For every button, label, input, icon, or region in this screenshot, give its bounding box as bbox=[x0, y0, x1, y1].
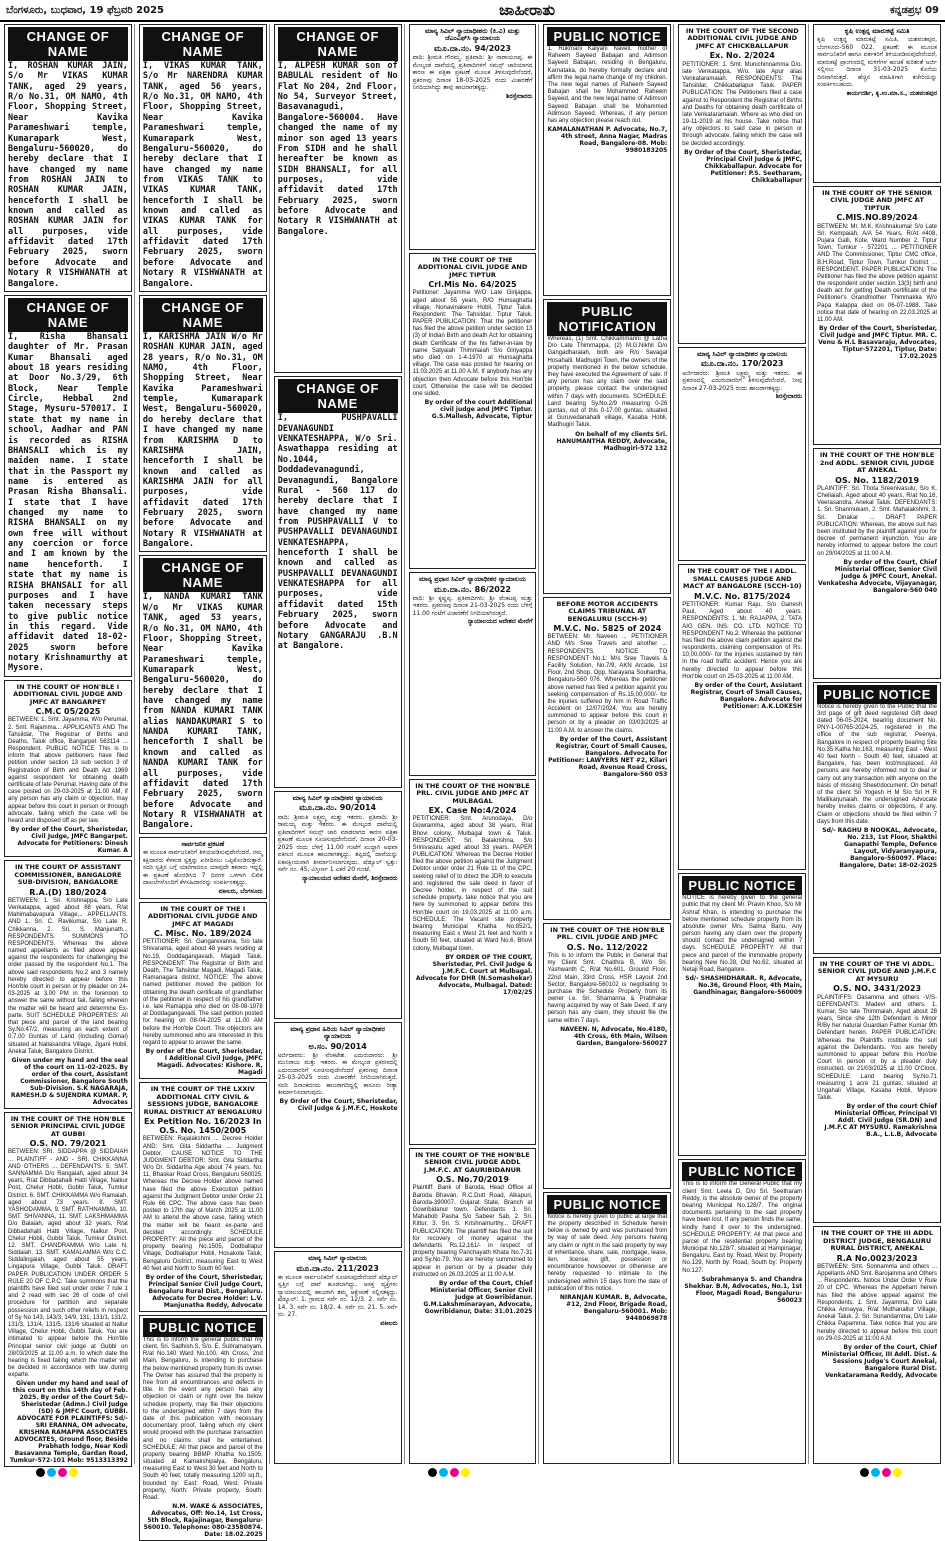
notice-body: I, VIKAS KUMAR TANK, S/o Mr NARENDRA KUMAR TANK, aged 56 years, R/o No.31, OM NAMO, 4th Floor, Shopping Street, Near Kavika Parameshwari temple, Kumarapark West, Bengaluru-560020, do hereby declare that I have changed my name from VIKAS TANK to VIKAS KUMAR TANK, henceforth I shall be known and called as VIKAS KUMAR TANK for all purposes, vide affidavit dated 17th February 2025, sworn before Advocate and Notary R VISHWANATH at Bangalore. bbox=[142, 61, 263, 289]
notice-cn bbox=[139, 24, 267, 292]
case-number: O.S. NO. 3431/2023 bbox=[833, 984, 922, 994]
registration-marks-center bbox=[428, 1468, 470, 1477]
column-3 bbox=[272, 24, 405, 1464]
case-number: O.S. No.70/2019 bbox=[436, 1175, 509, 1185]
notice-body: This is to inform the Public in General that my Client Smt. Chaithra B, W/o Sri. Yashwanth C, R/at No.601, Ground Floor, 22nd Main, 33rd Cross, HSR Layout 2nd Sector, Bangalore-560102 is negotiating to purchase the Schedule Property from its owner i.e. Sri. Shamanna & Prabhakar having acquired by way of Sale Deed. If any person has any claim, they should file the same within 7 days. bbox=[547, 952, 668, 1024]
notice-title: IN THE COURT OF THE III ADDL DISTRICT JUDGE, BENGALURU RURAL DISTRICT, ANEKAL bbox=[821, 1229, 934, 1253]
notice-body: I, PUSHPAVALLI DEVANAGUNDI VENKATESHAPPA, W/o Sri. Aswathappa residing at No.1044, Doddadevanagundi, Devanagundi, Bangalore Rural - 560 117 do hereby declare that I have changed my name from PUSHPAVALLI V to PUSHPAVALLI DEVANAGUNDI VENKATESHAPPA, henceforth I shall be known and called as PUSHPAVALLI DEVANAGUNDI VENKATESHAPPA for all purposes, vide affidavit dated 15th February 2025, sworn before Advocate and Notary GANGARAJU .B.N at Bangalore. bbox=[277, 413, 398, 652]
notice-body: PETITIONER: Kumar Raju, S/o Ganesh Paul, Aged about 40 years. RESPONDENTS: 1. Mr. RAJAPPA, 2. TATA AIG GEN. INS. CO. LTD. NOTICE TO RESPONDENT No.2. Whereas the petitioner has filed the above claim petition against the respondents, claiming compensation of Rs. 10,00,000/- for the injuries sustained by him in the road traffic accident. Hence you are hereby directed to appear before this Hon'ble court on 25-03-2025 at 11:00 AM. bbox=[682, 601, 803, 680]
notice-cn bbox=[4, 24, 132, 292]
notice-ct bbox=[409, 253, 537, 570]
notice-signature: ನ್ಯಾಯಾಲಯದ ಆದೇಶದ ಮೇರೆಗೆ, ಶಿರಸ್ತೇದಾರರು bbox=[302, 874, 398, 882]
notice-signature: Subrahmanya S. and Chandra Shekhar. B.N, Advocates, No.1, 1st Floor, Magadi Road, Bengaluru-560023 bbox=[684, 1275, 803, 1304]
notice-kn bbox=[274, 1022, 402, 1248]
column-5 bbox=[541, 24, 674, 1464]
notice-signature: By order of the Court, Chief Ministerial Officer, Senior Civil Judge at Gowribidanur. G.M.Lakshminarayan, Advocate, Gowribidanur, Date: 31.01.2025 bbox=[423, 1279, 533, 1315]
notice-body: This is to inform the General Public that my client Smt. Leela D, D/o Sri. Seetharam Reddy, is the absolute owner of the property bearing Municipal No.128/7. The original documents pertaining to the said property have been lost. If any person finds the same, kindly hand it over to the undersigned. SCHEDULE PROPERTY: All that piece and parcel of the residential property bearing Municipal No.128/7, situated at Hampinagar, Bengaluru. East by: Road, West by: Property No.129, North by: Road, South by: Property No.127. bbox=[682, 1181, 803, 1274]
notice-signature: By order of the Court, Assistant Registrar, Court of Small Causes, Bangalore. Advocate for Petitioner: A.K.LOKESH bbox=[690, 682, 803, 710]
notice-title: IN THE COURT OF THE HON'BLE PRL. CIVIL JUDGE AND JMFC bbox=[550, 925, 665, 942]
notice-body: Notice is hereby given to the Public that the 3rd page of gift deed registered Gift deed dated 06-05-2024, bearing document No. PNY-1-00765-2024-25, registered in the office of the sub registrar, Peenya, Bangalore in respect of property bearing Site No.35 Katha No.163, measuring East - West 40 feet North - South 40 feet, situated at Bangalore, has been lost/misplaced. All persons are hereby informed not to deal or carry out any transaction with anyone on the basis of missing Sheet/document. On behalf of the client Sri Yogesh H M S/o Sri H R Mallikarjunaiah, the undersigned Advocate hereby invites claims or objections, if any. Claim or objections should be filed within 7 days from this date. bbox=[817, 703, 938, 825]
notice-kn bbox=[813, 24, 941, 183]
case-number: EX. Case No:4/2024 bbox=[428, 805, 517, 815]
notice-signature: ಶಿರಸ್ತೇದಾರರು bbox=[775, 393, 803, 401]
notice-signature: By Order of the Court, Sheristedar, Civil Judge and JMFC Tiptur. MR. C. Venu & H.L Basavaraju, Advocates, Tiptur-572201, Tiptur, Date: 17.02.2025 bbox=[818, 325, 938, 361]
notice-signature: N.M. WAKE & ASSOCIATES, Advocates, Off: No.14, 1st Cross, 5th Block, Rajajinagar, Bengaluru-560010. Telephone: 080-23580874. Date: 18.02.2025 bbox=[143, 1503, 263, 1539]
notice-title: IN THE COURT OF THE SENIOR CIVIL JUDGE AND JMFC AT TIPTUR bbox=[822, 188, 933, 212]
notice-body: I, NANDA KUMARI TANK W/o Mr VIKAS KUMAR TANK, aged 53 years, R/o No.31, OM NAMO, 4th Floor, Shopping Street, Near Kavika Parameshwari temple, Kumarapark West, Bengaluru-560020, do hereby declare that I have changed my name from NANDA KUMARI TANK alias NANDAKUMARI S to NANDA KUMARI TANK, henceforth I shall be known and called as NANDA KUMARI TANK for all purposes, vide affidavit dated 17th February 2025, sworn before Advocate and Notary R VISHWANATH at Bangalore. bbox=[142, 592, 263, 831]
notice-title: IN THE COURT OF THE LXXIV ADDITIONAL CITY CIVIL & SESSIONS JUDGE, BANGALORE RURAL DISTRICT AT BENGALURU bbox=[143, 1085, 263, 1116]
notice-body: Whereas, (1) Smt. Chikkammanni @ Latha D/o Late Thimmappa, (2) M.G.Nikhil D/o Gangadharaiah, both are R/o Savagal Hosahalli, Madhugiri Town, the owners of the property mentioned in the below schedule, they have executed the Agreement of sale. If any person has any claim over the said property, please contact the undersigned within 7 days with documents. SCHEDULE: Land bearing Sy.No.2/9 measuring 0-26 guntas, out of this 0-17.00 guntas, situated at Guruvedanahalli village, Kasaba Hobli, Madhugiri Taluk. bbox=[547, 336, 668, 429]
case-number: C.M.C 05/2025 bbox=[35, 707, 101, 717]
notice-ct bbox=[813, 186, 941, 445]
notice-signature: Given under my hand and the seal of the court on 11-02-2025. By order of the court, Assistant Commissioner, Bangalore South Sub-Division. S.K NAGARAJA, RAMESH.D & SUJENDRA KUMAR. P, Advocates bbox=[10, 1056, 128, 1106]
notice-title: IN THE COURT OF THE HON'BLE SENIOR PRINCIPAL CIVIL JUDGE AT GUBBI bbox=[10, 1114, 126, 1138]
notice-kn bbox=[139, 837, 267, 899]
notice-body: Plaintiff: Bank of Baroda, Head Office at Baroda Bhavan, R.C.Dutt Road, Alkapuri, Baroda-390007, Gujarat State, Branch at Gowribidanur town. Defendants: 1. Sri. Mahabob Pasha S/o Sabeer Sab, 2. Sri. Kittur, 3. Sri. S. Krishnamurthy... DRAFT PUBLICATION: The plaintiff has filed the suit for recovery of money against the defendants Rs.12,161/- in respect of property bearing Panchayath Khata No.7-31 and Sy.No.79. You are hereby summoned to appear in person or by a pleader duly instructed on 26.03.2025 at 11:00 A.M. bbox=[412, 1185, 533, 1278]
notice-ct bbox=[813, 1226, 941, 1464]
case-number: C.MIS.NO.89/2024 bbox=[836, 213, 918, 223]
notice-title: CHANGE OF NAME bbox=[278, 27, 398, 61]
notice-pn bbox=[543, 1192, 671, 1464]
notice-ct bbox=[139, 902, 267, 1079]
notice-body: BETWEEN: SRI. SIDDAPPA @ SIDDAIAH ... PLAINTIFF - AND - SRI. CHIKKANNA AND OTHERS ... DEFENDANTS. 5. SMT. SANNAMMA D/o Rangaiah, aged about 34 years, R/at Dibbadahalli Hatti Village, Nalkur Post, Chelur Hobli, Gubbi Taluk, Tumkur District. 6. SMT. CHIKKAMMA W/o Ramaiah, aged about 73 years. 8. SMT. YASHODAMMA, 9. SMT. RATHNAMMA, 10. SMT. SHIVANNA, 11. SMT. LAKSHMAMMA D/o Balaiah, aged about 32 years, R/at Dibbadahalli Hatti Village, Nalkur Post, Chelur Hobli, Gubbi Taluk, Tumkur District. 12. SMT. CHANDRAMMA W/o Late N. Siddaiah. 13. SMT. KAMALAMMA W/o C.C. Siddalingaiah, aged about 55 years, Lingapura Village, Gubbi Taluk. DRAFT PAPER PUBLICATION UNDER ORDER 5 RULE 20 OF C.P.C. Take summons that the plaintiffs have filed suit under order 7 rule 1 and 2 read with sec 26 of code of civil procedure for partition and separate possession and such other reliefs in respect of Sy No 143, 143/3, 14/9, 131, 131/1, 131/2, 131/3, 131/4, 131/5, 131/6 situated at Nallur Village, Chelur Hobli, Gubbi Taluk. You are intimated to appear before the Hon'ble Principal senior civil judge at Gubbi on 28/03/2025 at 11.00 a.m. to which date the hearing is fixed failing which the matter will be decided in accordance with law during exparte. bbox=[8, 1149, 128, 1379]
notice-title: CHANGE OF NAME bbox=[143, 558, 263, 592]
notice-body: PETITIONER: Smt. Arunodaya, D/o Gowramma, aged about 38 years, R/at Bhovi colony, Mulbagal town & Taluk. RESPONDENT: Sri. Balakrishna, S/o Srinivasulu, aged about 33 years. PAPER PUBLICATION: Whereas the Decree Holder filed the above petition against the Judgment Debtor under order 21 Rule 11 of the CPC, seeking relief of to direct the JDR to execute and registered the sale deed in favor of Decree holder, in respect of the suit schedule property, take notice that you are here by summoned to appear before this Hon'ble court on 19.03.2025 at 11:00 a.m. SCHEDULE: The Vacant site property bearing Municipal Khatha No.852/1, measuring East x West 21 feet and North x South 50 feet, situated at Ward No.6, Bhovi colony, Mulbagal town. bbox=[412, 816, 533, 952]
notice-body: I, ALPESH KUMAR son of BABULAL resident of No Flat No 204, 2nd Floor, No 54, Surveyor Street, Basavanagudi, Bangalore-560004. Have changed the name of my minor son aged 13 years From SIDH and he shall hereafter be known as SIDH BHANSALI, for all purposes, vide affidavit dated 17th February 2025, sworn before Advocate and Notary R VISHWANATH at Bangalore. bbox=[277, 61, 398, 237]
notice-ct bbox=[139, 1082, 267, 1312]
notice-title: PUBLIC NOTICE bbox=[817, 685, 937, 704]
notice-title: ಕೃಷಿ ಉತ್ಪನ್ನ ಮಾರುಕಟ್ಟೆ ಸಮಿತಿ bbox=[844, 27, 910, 35]
notice-body: NOTICE is hereby given to the general public that my client Mr. Pravin Khoo, S/o Mr Ashraf Khan, is intending to purchase the below mentioned schedule property from its absolute owner Mrs. Salma Banu. Any person having any claim over the property should contact the undersigned within 7 days. SCHEDULE PROPERTY: All that piece and parcel of the immovable property bearing New No.28, Old No.62, situated at Netaji Road, Bangalore. bbox=[682, 895, 803, 974]
notice-signature: ಕಾರ್ಯದರ್ಶಿ, ಕೃ.ಉ.ಮಾ.ಸ., ಯಶವಂತಪುರ bbox=[846, 89, 938, 97]
notice-title: ಸಾರ್ವಜನಿಕ ಪ್ರಕಟಣೆ bbox=[181, 839, 225, 848]
notice-body: PETITIONER: Sri. Gangarevanna, S/o late Shivarama, aged about 48 years residing at No.19, Doddagangavadi, Magadi Taluk. RESPONDENT: The Registrar of Birth and Death, The Tahsildar Magadi, Magadi Taluk, Ramanagara district. NOTICE: The above named petitioner moved the petition for obtaining the death certificate of grandfather of the petitioner in respect of his grandfather i.e. late Ramappa who died on 08-08-1978 at Doddagangavadi. The said petition posted for hearing on 08-04-2025 at 11.00 AM before the Hon'ble Court. The objectors are hereby summoned who are interested in this regard to appear to answer the same. bbox=[142, 939, 263, 1046]
notice-ct bbox=[543, 597, 671, 920]
case-number: ಮೂ.ದಾ.ನಂ. 90/2014 bbox=[299, 803, 377, 813]
notice-signature: ನ್ಯಾಯಾಲಯದ ಆದೇಶದ ಮೇರೆಗೆ bbox=[467, 618, 533, 626]
notice-pn bbox=[678, 1159, 806, 1464]
notice-signature: Sd/- RAGHU B NOOKAL, Advocate, No. 213, 1st Floor, Shakthi Ganapathi Temple, Defence Layout, Vidyaranyapura, Bangalore-560097. Place: Bangalore, Date: 18-02-2025 bbox=[822, 826, 938, 869]
notice-pn bbox=[543, 24, 671, 296]
case-number: ಮೂ.ದಾ.ನಂ. 170/2023 bbox=[700, 359, 784, 369]
notice-ct bbox=[813, 448, 941, 678]
case-number: ಮೂ.ದಾ.ನಂ. 86/2022 bbox=[434, 584, 511, 594]
notice-title: ಮಾನ್ಯ ಸಿವಿಲ್ ನ್ಯಾಯಾಲಯ bbox=[308, 1254, 367, 1263]
case-number: O.S. NO. 79/2021 bbox=[29, 1139, 107, 1149]
column-7 bbox=[811, 24, 943, 1464]
notice-body: PLAINTIFFS: Dasamma and others -V/S- DEFENDANTS: Madevi and others. 1. Kumar, S/o late Thimmaiah, Aged about 28 years, Since she 12th Defendant is Minor R/By her natural Guardian Father Kumar 9th Defendant herein. PAPER PUBLICATION: Whereas the Plaintiffs institute the suit against the Defendants. You are hereby summoned to appear before this Hon'ble Court in person or by a pleader duly instructed, on 21/03/2025 at 11.00 O'Clock. SCHEDULE: Land bearing Sy.No.71 measuring 1 acre 21 guntas, situated at Ungahali Village, Kasaba Hobli, Mysore Taluk. bbox=[817, 994, 938, 1102]
case-number: ಅ.ಸಂ. 90/2014 bbox=[308, 1041, 367, 1051]
case-number: M.V.C. No. 5825 of 2024 bbox=[553, 624, 662, 633]
notice-body: ಕೃಷಿ ಉತ್ಪನ್ನ ಮಾರುಕಟ್ಟೆ ಸಮಿತಿ, ಯಶವಂತಪುರ, ಬೆಂಗಳೂರು-560 022. ಪ್ರಕಟಣೆ: ಈ ಮೂಲಕ ಸಾರ್ವಜನಿಕರಿಗೆ ಹಾಗೂ ವರ್ತಕರಿಗೆ ತಿಳಿಯಪಡಿಸುವುದೇನೆಂದರೆ, ಮಾರುಕಟ್ಟೆ ಪ್ರಾಂಗಣದಲ್ಲಿ ಮಳಿಗೆಗಳ ಹಂಚಿಕೆ ಕುರಿತಂತೆ ಅರ್ಜಿ ಸಲ್ಲಿಸಲು ದಿನಾಂಕ 31-03-2025 ಕೊನೆಯ ದಿನವಾಗಿರುತ್ತದೆ. ಹೆಚ್ಚಿನ ಮಾಹಿತಿಗಾಗಿ ಕಚೇರಿಯನ್ನು ಸಂಪರ್ಕಿಸಬಹುದು. bbox=[817, 36, 938, 89]
notice-pn bbox=[813, 682, 941, 954]
notice-signature: By order of the Court, Chief Ministerial Officer, Senior Civil Judge & JMFC Court, Anekal. Venkatesha Advocate, Vijayanagar, Bangalore-560 040 bbox=[818, 558, 938, 594]
registration-marks-left bbox=[36, 1468, 78, 1477]
notice-title: IN THE COURT OF THE I ADDL. SMALL CAUSES JUDGE AND MACT AT BANGALORE (SCCH-10) bbox=[682, 567, 802, 591]
notice-title: BEFORE MOTOR ACCIDENTS CLAIMS TRIBUNAL AT BENGALURU (SCCH-9) bbox=[556, 599, 659, 623]
notice-pn bbox=[543, 299, 671, 593]
notice-title: CHANGE OF NAME bbox=[143, 298, 263, 332]
notice-cn bbox=[274, 376, 402, 788]
notice-signature: ವಕೀಲರು bbox=[380, 1319, 398, 1327]
case-number: Ex. No. 2/2024 bbox=[709, 51, 775, 61]
case-number: OS. No. 1182/2019 bbox=[835, 475, 920, 485]
notice-body: BETWEEN: Mr. M.K. Krishnakumar S/o Late Sri. Kempaiah, A/A 54 Years, R/At #408, Pujara Galli, Kote, Ward Number 2, Tiptur Town, Tumkur - 572201 ... PETITIONER AND The Commissioner, Tiptur CMC office, B.H.Road, Tiptur Town, Tumkur District ... RESPONDENT. PAPER PUBLICATION: The Petitioner has filed the above petition against the respondent under section 13(3) birth and death act for getting Death certificate of the Petitioner's Grandmother Thimmakka W/o Papa Kalappa died on 06-07-1988. Take notice that date of hearing on 22.03.2025 at 11.00 AM. bbox=[817, 223, 938, 324]
notice-kn bbox=[678, 347, 806, 561]
notice-signature: NAVEEN. N, Advocate, No.4180, 4th Cross, 6th Main, Wilson Garden, Bangalore-560027 bbox=[560, 1025, 668, 1047]
case-number: M.V.C. No. 8175/2024 bbox=[694, 591, 791, 601]
notice-body: Petitioner: Jayamma W/O Late Girijappa, aged about 55 years, R/O Hunsaghatta village, Nonavinakere Hobli, Tiptur Taluk. Respondent: The Tahsildar, Tiptur Taluk. PAPER PUBLICATION: That the petitioner has filed the above petition under section 13 (3) of Indian Birth and death Act for obtaining death Certificate of the his father-in-law by name Satyaiah Thimmaiah S/o Giriyappa who died on 1-4-1970 at Hunsaghatta village. The case was posted for hearing on 11.03.2025 at 11.00 A.M. If anybody has any objection then Advocate before this Hon'ble court. Otherwise the case will be decided one sided. bbox=[412, 290, 533, 397]
notice-signature: BY ORDER OF THE COURT, Sheristedar, Prl. Civil Judge & J.M.F.C. Court at Mulbagal. Advocate for DHR (N.Somashekar) Advocate, Mulbagal. Dated: 17/02/25 bbox=[415, 953, 533, 996]
case-number: Ex Petition No. 16/2023 In O.S. No. 1450/2005 bbox=[143, 1116, 262, 1136]
notice-body: ಈ ಮೂಲಕ ಸಾರ್ವಜನಿಕರಿಗೆ ಸೂಚಿಸುವುದೇನೆಂದರೆ ಷೆಡ್ಯೂಲ್ ಸ್ವತ್ತಿನ ಬಗ್ಗೆ ದಾವೆ ಹೂಡಲಾಗಿದ್ದು, ಆಸಕ್ತ ವ್ಯಕ್ತಿಗಳು ನ್ಯಾಯಾಲಯದಲ್ಲಿ ಹಾಜರಾಗಿ ತಮ್ಮ ಆಕ್ಷೇಪಣೆ ಸಲ್ಲಿಸತಕ್ಕದ್ದು. ಷೆಡ್ಯೂಲ್: 1. ಗ್ರಾಮದ ಸರ್ವೆ ನಂ. 12/3. 2. ಸರ್ವೆ ನಂ. 14. 3. ಸರ್ವೆ ನಂ. 18/2. 4. ಸರ್ವೆ ನಂ. 21. 5. ಸರ್ವೆ ನಂ. 27. bbox=[277, 1273, 398, 1319]
notice-kn bbox=[409, 572, 537, 775]
notice-title: ಮಾನ್ಯ ಸಿವಿಲ್ ನ್ಯಾಯಾಧೀಶರ ನ್ಯಾಯಾಲಯ bbox=[292, 793, 383, 802]
case-number: Crl.Mis No. 64/2025 bbox=[428, 280, 517, 290]
notice-title: ಮಾನ್ಯ ಪ್ರಧಾನ ಸಿವಿಲ್ ನ್ಯಾಯಾಧೀಶರ ನ್ಯಾಯಾಲಯ bbox=[419, 575, 526, 584]
notice-body: Notice is hereby given to public at large that the property described in Schedule herein below is owned by and was purchased from by way of sale deed. Any persons having any claim or right in the said property by way of inheritance, share, sale, mortgage, lease, lien, license, gift, possession or encumbrance howsoever or otherwise are hereby requested to intimate to the undersigned within 15 days from the date of publication of this notice. bbox=[547, 1213, 668, 1292]
notice-body: I, ROSHAN KUMAR JAIN, S/o Mr VIKAS KUMAR TANK, aged 29 years, R/o No.31, OM NAMO, 4th Floor, Shopping Street, Near Kavika Parameshwari temple, Kumarapark West, Bengaluru-560020, do hereby declare that I have changed my name from ROSHAN JAIN to ROSHAN KUMAR JAIN, henceforth I shall be known and called as ROSHAN KUMAR JAIN for all purposes, vide affidavit dated 17th February 2025, sworn before Advocate and Notary R VISHWANATH at Bangalore. bbox=[8, 61, 128, 289]
notice-signature: Sd/- SHASHIDHARAR. R, Advocate, No.36, Ground Floor, 4th Main, Gandhinagar, Bangalore-560009 bbox=[685, 975, 803, 997]
notice-cn bbox=[139, 295, 267, 553]
notice-body: I, KARISHMA JAIN W/o Mr ROSHAN KUMAR JAIN, aged 28 years, R/o No.31, OM NAMO, 4th Floor, Shopping Street, Near Kavika Parameshwari temple, Kumarapark West, Bengaluru-560020, do hereby declare that I have changed my name from KARISHMA D to KARISHMA JAIN, henceforth I shall be known and called as KARISHMA JAIN for all purposes, vide affidavit dated 17th February 2025, sworn before Advocate and Notary R VISHWANATH at Bangalore. bbox=[142, 331, 263, 550]
notice-ct bbox=[409, 779, 537, 1145]
notice-kn bbox=[274, 1251, 402, 1464]
notice-signature: ಶಿರಸ್ತೇದಾರರು bbox=[506, 92, 533, 100]
notice-body: ಈ ಮೂಲಕ ಸಾರ್ವಜನಿಕರಿಗೆ ತಿಳಿಯಪಡಿಸುವುದೇನೆಂದರೆ, ನಮ್ಮ ಕಕ್ಷಿದಾರರು ಕೆಳಕಂಡ ಸ್ವತ್ತನ್ನು ಖರೀದಿಸಲು ಒಪ್ಪಿಕೊಂಡಿರುತ್ತಾರೆ. ಸದರಿ ಸ್ವತ್ತಿನ ಬಗ್ಗೆ ಯಾರಿಗಾದರೂ ಯಾವುದೇ ತಕರಾರು ಇದ್ದಲ್ಲಿ ಈ ಪ್ರಕಟಣೆ ಹೊರಡಿಸಿದ 7 ದಿನಗಳ ಒಳಗಾಗಿ ಲಿಖಿತ ದಾಖಲೆಗಳೊಂದಿಗೆ ಕೆಳಸಹಿದಾರರನ್ನು ಸಂಪರ್ಕಿಸತಕ್ಕದ್ದು. bbox=[142, 849, 263, 887]
notice-title: CHANGE OF NAME bbox=[8, 298, 128, 332]
notice-title: CHANGE OF NAME bbox=[8, 27, 128, 61]
notice-body: BETWEEN: Mr. Naveen ... PETITIONER AND M/s Sree Travels and another ... RESPONDENTS. NOTICE TO RESPONDENT No.1: M/s Sree Travels & Facility Solution, No.7/9, AKN Arcade, 1st Floor, 2nd Shop, Opp. Narayana Souhardha, Bengaluru-560 076. Whereas the petitioner above named has filed a petition against you seeking compensation of Rs.15,00,000/- for the injuries suffered by him in Road Traffic Accident on 12/07/2024. You are hereby summoned to appear before this court in person or by a pleader on 03/03/2025 at 11:00 A.M. to answer the claims. bbox=[547, 634, 668, 734]
notice-title: CHANGE OF NAME bbox=[143, 27, 263, 61]
notice-signature: By order of the Court, Assistant Registrar, Court of Small Causes, Bangalore. Advocate for Petitioner: LAWYERS NET #2, Kilari Road, Avenue Road Cross, Bangalore-560 053 bbox=[548, 735, 668, 778]
notice-signature: By order of the court Chief Ministerial Officer, Principal VI Addl. Civil Judge (SR.DN) and J.M.F.C AT MYSURU. Ramakrishna B.A., L.L.B, Advocate bbox=[824, 1103, 938, 1139]
notice-signature: By Order of the Court, Sheristedar, Civil Judge & J.M.F.C, Hoskote bbox=[279, 1097, 398, 1112]
notice-ct bbox=[4, 860, 132, 1109]
notice-body: This is to inform the general public that my client, Sri. Sadhish.S, S/o. E. Subramanyam, R/at No.140 Ward No.100, 4th Cross, 2nd Main, Bengaluru, is intending to purchase the below mentioned property from its owner. The Owner has assured that the property is free from all encumbrances and defects in title. In the event any person has any objection or claim or right over the below schedule property, may file their objections to the undersigned within 7 days from the date of this publication with necessary documentary proof, failing which my client would proceed with the purchase transaction and no claims shall be entertained. SCHEDULE: All that piece and parcel of the property bearing BBMP Khatha No.1505, situated at Kamakshipalya, Bengaluru, measuring East to West 30 feet and North to South 40 feet, totally measuring 1200 sq.ft., bounded by: East: Road, West: Private property, North: Private property, South: Road. bbox=[142, 1336, 263, 1502]
notice-title: IN THE COURT OF THE ADDITIONAL CIVIL JUDGE AND JMFC TIPTUR bbox=[417, 255, 528, 279]
case-number: C. Misc. No. 189/2024 bbox=[153, 929, 252, 939]
notice-body: PLAINTIFF: Sri. Thota Sreenivasulu, S/o K. Chellaiah, Aged about 40 years, R/at No.16, Veerasandra, Anekal Taluk. DEFENDANTS: 1. Sri. Shanmukam, 2. Smt. Mahalakshmi, 3. Sri. Dinakar ... DRAFT PAPER PUBLICATION: Whereas, the above suit has been instituted by the plaintiff against you for decree of permanent injunction. You are hereby informed to appear before the court on 29/04/2025 at 11:00 A.M. bbox=[817, 485, 938, 557]
notice-body: PETITIONER: 1. Smt. Munichinnamma D/o. late Venkatappa, W/o. late Apur alias Venkataramaiah. RESPONDENTS: The Tahsildar, Chikkaballapur Taluk. PAPER PUBLICATION: The Petitioners filed a case against to Respondent the Registrar of Births and Deaths for obtaining death certificate of late Venkataramaiah. Where as who died on 19-11-2019 at his house. Take notice that any objectors to said case in person or through advocate, failing which the case will be decided accordingly. bbox=[682, 61, 803, 147]
notice-ct bbox=[4, 680, 132, 857]
notice-signature: By order of the Court, Sheristedar, Principal Senior Civil Judge Court, Bengaluru Rural Dist., Bengaluru. Advocate for Decree Holder: L.V. Manjunatha Reddy, Advocate bbox=[145, 1273, 263, 1309]
notice-title: PUBLIC NOTICE bbox=[143, 1318, 263, 1337]
notice-body: 1. Rukmani Kalyani Naveli, mother of Raheem Sayeed Babajan and Adimson Sayeed Babajan, residing in Bengaluru, Karnataka, do hereby formally declare and affirm the legal name change of my children. The new legal names of Raheem Sayeed Babajan shall be Mohammed Raheem Sayeed, and the new legal name of Adimson Sayeed Babajan shall be Mohammed Adimson Sayeed. Whereas, if any person has any objection please reach out. bbox=[547, 46, 668, 124]
column-6 bbox=[676, 24, 809, 1464]
case-number: ಮೂ.ದಾ.ನಂ. 94/2023 bbox=[434, 43, 511, 53]
notice-title: ಮಾನ್ಯ ಪ್ರಧಾನ ಹಿರಿಯ ಸಿವಿಲ್ ನ್ಯಾಯಾಧೀಶರ ನ್ಯಾಯಾಲಯ bbox=[290, 1024, 385, 1041]
case-number: ಮೂ.ದಾ.ನಂ. 211/2023 bbox=[296, 1263, 379, 1273]
notice-signature: By order of the Court, Sheristedar, I Additional Civil Judge, JMFC Magadi. Advocates: Kishore. R, Magadi bbox=[145, 1048, 263, 1077]
notice-title: PUBLIC NOTICE bbox=[547, 1195, 667, 1214]
notice-title: PUBLIC NOTICE bbox=[547, 27, 667, 46]
notice-title: IN THE COURT OF THE SECOND ADDITIONAL CIVIL JUDGE AND JMFC AT CHICKBALLAPUR bbox=[685, 27, 799, 50]
notice-cn bbox=[139, 555, 267, 833]
notice-kn bbox=[274, 791, 402, 1019]
notice-title: CHANGE OF NAME bbox=[278, 379, 398, 413]
column-4 bbox=[407, 24, 540, 1464]
notice-signature: By Order of the Court, Sheristedar, Principal Civil Judge & JMFC, Chikkaballapur. Advocate for Petitioner: P.S. Seetharam, Chikkaballapur bbox=[684, 148, 803, 184]
notice-ct bbox=[4, 1112, 132, 1468]
notice-body: BETWEEN: Smt. Sonnamma and others ... Appellants AND Smt. Barojamma and Others ... Respondents. Notice Under Order V Rule 20 of CPC. Whereas the Appellant herein has filed the above appeal against the Respondents. 1. Smt. Jayamma, D/o Late Chikka Annayya, R/at Muthanallur Village, Anekal Taluk. 2. Sri. Sunandamma, D/o Late Chikka Papamma. Take notice that you are hereby directed to appear before this court on 29-03-2025 at 11:00 A.M. bbox=[817, 1263, 938, 1342]
notice-title: IN THE COURT OF THE HON'BLE 2nd ADDL. SENIOR CIVIL JUDGE AT ANEKAL bbox=[819, 451, 935, 475]
column-1 bbox=[2, 24, 135, 1464]
notice-title: IN THE COURT OF ASSISTANT COMMISSIONER, BANGALORE SUB-DIVISION, BANGALORE bbox=[14, 863, 122, 887]
notice-title: PUBLIC NOTIFICATION bbox=[547, 302, 667, 336]
notice-signature: On behalf of my clients Sri. HANUMANTHA REDDY, Advocate, Madhugiri-572 132 bbox=[556, 430, 668, 452]
masthead-brand: ಕನ್ನಡಪ್ರಭ 09 bbox=[890, 4, 939, 16]
notice-signature: KAMALANATHAN P. Advocate, No.7, 4th street, Anna Nagar, Madras Road, Bangalore-08. Mob: 9980183205 bbox=[547, 126, 668, 155]
notice-body: BETWEEN: 1. Smt. Jayamma, W/o Perumal, 2. Smt. Rajamma... APPLICANTS AND The Tahsildar, The Registrar of Births and Deaths, Taluk office, Bangarpet 563114 ... Respondent. PUBLIC NOTICE This is to inform that above petitioners have filed petition under section 13 sub section 3 of Registration of Birth and Death Act 1969 against respondent for obtaining death certificate of late Perumal. Having date of the case posted on 29-03-2025 at 11.00 AM, if any person has any claim or objection, may appear before this court in person or through advocate, failing which the case will be heard and disposed off as per law. bbox=[8, 717, 128, 824]
notice-body: BETWEEN: Rajalakshmi ... Decree Holder AND: Smt. Gita Siddartha ... Judgment Debtor. CAUSE NOTICE TO THE JUDGMENT DEBTOR: Smt. Gita Siddartha W/o Dr. Siddartha Age about 74 years, No. 11, Bhaskar Road Cross, Bengaluru 560025. Whereas the Decree Holder above named have filed the above Execution petition against the Judgment Debtor under Order 21 Rule 66 CPC. The above case has been posted to 17th day of March 2025 at 11.00 AM to attend the above case, failing which the matter will be heard ex-parte and decided accordingly. SCHEDULE PROPERTY: All the piece and parcel of the property bearing No.1505, Dodballapur Village, Dodballapur Hobli, Hosakote Taluk, Bengaluru District, measuring East to West 40 feet and North to South 60 feet. bbox=[142, 1136, 263, 1272]
notice-pn bbox=[139, 1315, 267, 1541]
notice-ct bbox=[813, 957, 941, 1223]
notice-body: ವಾದಿ: ಶ್ರೀ ಕೃಷ್ಣಪ್ಪ. ಪ್ರತಿವಾದಿಗಳು: ಶ್ರೀ ವೆಂಕಟಪ್ಪ ಮತ್ತು ಇತರರು. ಪ್ರಕರಣವು ದಿನಾಂಕ 21-03-2025 ರಂದು ಬೆಳಿಗ್ಗೆ 11.00 ಗಂಟೆಗೆ ವಿಚಾರಣೆಗೆ ನಿಗದಿಯಾಗಿರುತ್ತದೆ. bbox=[412, 594, 533, 617]
notice-body: ಅರ್ಜಿದಾರರು: ಶ್ರೀ ವೆಂಕಟೇಶ. ಎದುರುದಾರರು: ಶ್ರೀ ಮುನಿರಾಜು ಮತ್ತು ಇತರರು. ಈ ಮೇಲ್ಕಂಡ ಪ್ರಕರಣದಲ್ಲಿ ಎದುರುದಾರರಿಗೆ ಸೂಚಿಸುವುದೇನೆಂದರೆ ಪ್ರಕರಣವು ದಿನಾಂಕ 25-03-2025 ರಂದು ವಿಚಾರಣೆಗೆ ನಿಗದಿಯಾಗಿರುತ್ತದೆ. ಸದರಿ ದಿನಾಂಕದಂದು ಹಾಜರಾಗದಿದ್ದಲ್ಲಿ ಕಾನೂನು ರೀತ್ಯಾ ತೀರ್ಮಾನಿಸಲಾಗುವುದು. bbox=[277, 1051, 398, 1097]
notice-kn bbox=[409, 24, 537, 250]
masthead-section-title: ಜಾಹೀರಾತು bbox=[499, 1, 556, 19]
notice-title: IN THE COURT OF THE HON'BLE SENIOR CIVIL JUDGE ADDL J.M.F.C. AT GAURIBIDANUR bbox=[415, 1150, 530, 1174]
notice-title: IN THE COURT OF THE HON'BLE PRL. CIVIL JUDGE AND JMFC AT MULBAGAL bbox=[415, 781, 530, 805]
notice-signature: NIRANJAN KUMAR. B, Advocate, #12, 2nd Floor, Brigade Road, Bengaluru-560001. Mob: 9448069878 bbox=[559, 1293, 668, 1322]
case-number: O.S. No. 112/2022 bbox=[566, 942, 648, 952]
notice-title: PUBLIC NOTICE bbox=[682, 876, 802, 895]
notice-cn bbox=[4, 295, 132, 677]
notice-title: ಮಾನ್ಯ ಸಿವಿಲ್ ನ್ಯಾಯಾಧೀಶರ ನ್ಯಾಯಾಲಯ bbox=[697, 350, 788, 359]
notice-ct bbox=[678, 24, 806, 344]
notice-signature: ವಕೀಲರು, ಬೆಂಗಳೂರು bbox=[218, 887, 263, 895]
notice-title: PUBLIC NOTICE bbox=[682, 1162, 802, 1181]
notice-cn bbox=[274, 24, 402, 373]
notice-body: ವಾದಿ: ಶ್ರೀಮತಿ ಲಕ್ಷ್ಮಮ್ಮ ಮತ್ತು ಇತರರು. ಪ್ರತಿವಾದಿ: ಶ್ರೀ ರಾಮಯ್ಯ ಮತ್ತು ಇತರರು. ಈ ಮೇಲ್ಕಂಡ ದಾವೆಯಲ್ಲಿ ಪ್ರತಿವಾದಿಗಳಿಗೆ ಸಮನ್ಸ್ ಜಾರಿ ಮಾಡಲಾಗದ ಕಾರಣ ಪತ್ರಿಕಾ ಪ್ರಕಟಣೆ ಮೂಲಕ ಸೂಚಿಸುವುದೇನೆಂದರೆ, ದಿನಾಂಕ 20-03-2025 ರಂದು ಬೆಳಿಗ್ಗೆ 11.00 ಗಂಟೆಗೆ ಖುದ್ದಾಗಿ ಅಥವಾ ವಕೀಲರ ಮೂಲಕ ಹಾಜರಾಗತಕ್ಕದ್ದು. ತಪ್ಪಿದಲ್ಲಿ ದಾವೆಯನ್ನು ಏಕಪಕ್ಷೀಯವಾಗಿ ತೀರ್ಮಾನಿಸಲಾಗುವುದು. ಷೆಡ್ಯೂಲ್ ಸ್ವತ್ತು: ಸರ್ವೆ ನಂ. 45, ವಿಸ್ತೀರ್ಣ 1 ಎಕರೆ 20 ಗುಂಟೆ. bbox=[277, 813, 398, 873]
notice-body: ಅರ್ಜಿದಾರರು: ಶ್ರೀಮತಿ ಲಕ್ಷ್ಮಮ್ಮ ಮತ್ತು ಇತರರು. ಈ ಪ್ರಕರಣದಲ್ಲಿ ಎದುರುದಾರರಿಗೆ ತಿಳಿಸುವುದೇನೆಂದರೆ, ನೀವು ದಿನಾಂಕ 27-03-2025 ರಂದು ಹಾಜರಾಗತಕ್ಕದ್ದು. bbox=[682, 369, 803, 392]
notice-title: IN THE COURT OF THE I ADDITIONAL CIVIL JUDGE AND JMFC AT MAGADI bbox=[148, 904, 258, 928]
notice-ct bbox=[409, 1148, 537, 1464]
columns-container bbox=[2, 24, 943, 1539]
column-2 bbox=[137, 24, 270, 1539]
notice-ct bbox=[543, 923, 671, 1189]
notice-signature: By order of the Court, Sheristedar, Civil Judge, JMFC Bangarpet. Advocate for Petitioners: Dinesh Kumar. A bbox=[10, 826, 128, 855]
registration-marks-right bbox=[860, 1468, 902, 1477]
notice-body: BETWEEN: 1. Sri. Krishnappa, S/o Late Venkatappa, aged about 88 years, R/at Mahimabavapura Village... APPELLANTS. AND 1. Sri. C. Ravikumar, S/o Late R. Chikkanna, 2. Sri. S. Manjunath... RESPONDENTS. SUMMONS TO RESPONDENTS. Whereas the above named appellants as filed above appeal against the respondents for challenging the order passed by the respondent No.1. The above said respondents No.2 and 3 namely hereby directed to appear before this Hon'ble court in person or by pleader on 24-03-2025 at 3.00 PM in the forenoon to answer the same without fail, failing wherein the matter will be heard and determine Ex-parte. SUIT SCHEDULE PROPERTIES: All that piece and parcel of the land bearing Sy.No.47/2, measuring an each extent of 0.7.00 Guntas of Land (Including Gomal) situated at Nallasandra Village, Jigani Hobli, Anekal Taluk, Bangalore District. bbox=[8, 897, 128, 1055]
case-number: R.A.(D) 180/2024 bbox=[29, 887, 107, 897]
notice-signature: Given under my hand and seal of this court on this 14th day of Feb. 2025. By order of the Court Sd/- Sheristedar (Admn.) Civil Judge (SD) & JMFC Court, GUBBI. ADVOCATE FOR PLAINTIFFS: Sd/- SRI ERANNA, OM advocate, KRISHNA RAMAPPA ASSOCIATES ADVOCATES, Ground floor, Beside Prabhath lodge, Near Kodi Basavanna Temple, Gardan Road, Tumkur-572-101 Mob: 9513313392 bbox=[9, 1380, 128, 1465]
notice-pn bbox=[678, 873, 806, 1156]
notice-signature: By order of the court Additional civil judge and JMFC Tiptur. G.S.Mallesh, Advocate, Tiptur bbox=[424, 399, 533, 421]
notice-signature: By order of the Court, Chief Ministerial Officer, III Addl. Dist. & Sessions Judge's Court Anekal, Bangalore Rural Dist. Venkataramana Reddy, Advocate bbox=[821, 1343, 938, 1379]
notice-body: I, Risha Bhansali daughter of Mr. Prasan Kumar Bhansali aged about 18 years residing at Door No.3/29, 6th Block, Near Temple Circle, Hebbal 2nd Stage, Mysuru-570017. I state that my name in school, Aadhar and PAN is recorded as RISHA BHANSALI which is my maiden name. I state that in the Passport my name is entered as Prasan Risha Bhansali. I state that I have changed my name to RISHA BHANSALI on my own free will without any coercion or force and I am known by the name henceforth. I state that my name is RISHA BHANSALI for all purposes and I have taken necessary steps to give public notice in this regard. Vide affidavit dated 18-02-2025 sworn before notary Krishnamurthy at Mysore. bbox=[8, 331, 128, 674]
case-number: R.A No.0023/2023 bbox=[836, 1253, 918, 1263]
notice-title: IN THE COURT OF THE VI ADDL. SENIOR CIVIL JUDGE AND J.M.F.C AT MYSURU bbox=[817, 959, 937, 983]
notice-title: IN THE COURT OF HON'BLE I ADDITIONAL CIVIL JUDGE AND JMFC AT BANGARPET bbox=[13, 682, 123, 706]
masthead-date: ಬೆಂಗಳೂರು, ಬುಧವಾರ, 19 ಫೆಬ್ರವರಿ 2025 bbox=[6, 4, 164, 16]
notice-body: ವಾದಿ: ಶ್ರೀಮತಿ ಗೌರಮ್ಮ. ಪ್ರತಿವಾದಿ: ಶ್ರೀ ನಾರಾಯಣಪ್ಪ. ಈ ಮೇಲ್ಕಂಡ ದಾವೆಯಲ್ಲಿ ಪ್ರತಿವಾದಿಗಳಿಗೆ ಸಮನ್ಸ್ ಜಾರಿಯಾಗದ ಕಾರಣ ಈ ಪತ್ರಿಕಾ ಪ್ರಕಟಣೆ ಮೂಲಕ ತಿಳಿಸುವುದೇನೆಂದರೆ, ಪ್ರಕರಣವು ದಿನಾಂಕ 18-03-2025 ರಂದು ವಿಚಾರಣೆಗೆ ನಿಗದಿಯಾಗಿದ್ದು ತಾವು ಹಾಜರಾಗತಕ್ಕದ್ದು. bbox=[412, 54, 533, 92]
notice-ct bbox=[678, 564, 806, 870]
masthead bbox=[0, 0, 945, 22]
notice-title: ಮಾನ್ಯ ಸಿವಿಲ್ ನ್ಯಾಯಾಧೀಶರು (ಕಿ.ವಿ) ಮತ್ತು ಜೆಎಂಎಫ್‌ಸಿ ನ್ಯಾಯಾಲಯ bbox=[424, 27, 521, 43]
